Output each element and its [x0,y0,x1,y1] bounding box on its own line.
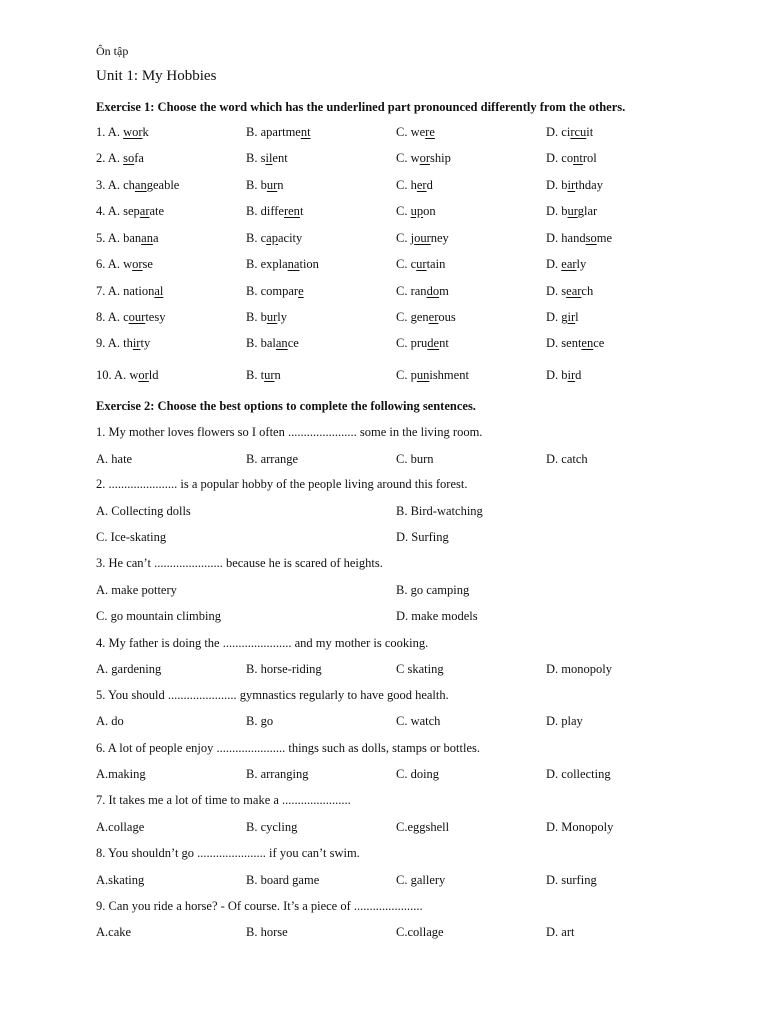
ex1-option-word: work [123,125,149,139]
ex1-option-word: search [561,284,594,298]
ex1-option-word: burn [260,178,284,192]
exercise1-heading: Exercise 1: Choose the word which has the underlined part pronounced differently from the others. [96,100,626,114]
ex2-option[interactable]: B. go camping [396,583,470,597]
ex1-option-word: handsome [561,231,612,245]
ex1-option-word: worse [123,257,153,271]
ex1-option-word: herd [410,178,433,192]
ex2-question: 3. He can’t ...................... because he is scared of heights. [96,556,383,570]
ex2-question: 1. My mother loves flowers so I often ...................... some in the living room. [96,425,483,439]
ex1-item-number: 3. A. [96,178,124,192]
ex2-option[interactable]: D. monopoly [546,662,612,676]
ex2-option[interactable]: A.cake [96,925,132,939]
ex1-item [96,310,716,328]
ex2-question: 5. You should ...................... gymnastics regularly to have good health. [96,688,449,702]
ex2-option[interactable]: D. make models [396,609,478,623]
ex1-option-word: worship [410,151,451,165]
ex1-option: B. burly [246,310,287,324]
ex1-item-number: 10. A. [96,368,130,382]
ex2-answer-row [96,530,716,548]
ex1-option: B. capacity [246,231,303,245]
ex2-option[interactable]: A. do [96,714,124,728]
ex2-question: 6. A lot of people enjoy ...................... things such as dolls, stamps or bottles. [96,741,481,755]
ex1-option-word: explanation [260,257,319,271]
ex2-answer-row [96,767,716,785]
ex2-option[interactable]: B. cycling [246,820,298,834]
ex1-option: D. control [546,151,597,165]
ex1-option [96,125,149,140]
ex1-option-word: curtain [410,257,446,271]
ex1-option-word: prudent [410,336,449,350]
ex2-option[interactable]: B. horse-riding [246,662,322,676]
ex2-option[interactable]: C. doing [396,767,440,781]
ex1-option: D. birthday [546,178,603,192]
ex1-option-word: sofa [123,151,144,165]
ex1-item-number: 8. A. [96,310,124,324]
ex1-option: B. compare [246,284,304,298]
ex2-option[interactable]: B. arranging [246,767,309,781]
ex1-option [96,178,179,193]
ex1-item [96,231,716,249]
ex2-option[interactable]: C skating [396,662,444,676]
ex1-option [96,368,159,383]
ex2-answer-row [96,504,716,522]
ex1-option: B. balance [246,336,299,350]
ex1-option: D. burglar [546,204,598,218]
ex1-option: B. silent [246,151,288,165]
ex2-answer-row [96,925,716,943]
ex2-option[interactable]: A. Collecting dolls [96,504,191,518]
ex1-item [96,257,716,275]
ex1-item-number: 6. A. [96,257,124,271]
ex1-option-word: balance [260,336,299,350]
ex1-option: C. journey [396,231,449,245]
ex1-option [96,310,165,325]
ex1-item-number: 2. A. [96,151,124,165]
ex1-option-word: circuit [561,125,594,139]
ex1-option: B. explanation [246,257,319,271]
ex1-item [96,336,716,354]
ex2-option[interactable]: A.making [96,767,146,781]
ex1-option-word: changeable [123,178,180,192]
ex1-option-word: were [410,125,435,139]
ex1-item-number: 5. A. [96,231,124,245]
ex2-answer-row [96,714,716,732]
ex2-option[interactable]: C.eggshell [396,820,450,834]
ex1-option: D. handsome [546,231,612,245]
ex1-option-word: banana [123,231,159,245]
ex1-option: C. were [396,125,435,139]
ex1-option: C. generous [396,310,456,324]
ex1-option: D. bird [546,368,582,382]
ex1-option-word: compare [260,284,304,298]
ex2-answer-row [96,452,716,470]
ex2-option[interactable]: A.skating [96,873,145,887]
ex2-option[interactable]: C. go mountain climbing [96,609,221,623]
ex1-option: C. prudent [396,336,449,350]
ex2-option[interactable]: C. gallery [396,873,446,887]
ex2-option[interactable]: C. Ice-skating [96,530,167,544]
ex1-option-word: random [410,284,449,298]
ex2-option[interactable]: B. go [246,714,274,728]
ex2-option[interactable]: D. play [546,714,583,728]
ex2-answer-row [96,873,716,891]
ex1-option: C. curtain [396,257,446,271]
ex1-option: D. circuit [546,125,594,139]
ex1-option: D. girl [546,310,579,324]
ex1-option-word: world [129,368,159,382]
ex2-option[interactable]: C. burn [396,452,434,466]
ex1-item [96,368,716,386]
ex2-question: 4. My father is doing the ...................... and my mother is cooking. [96,636,429,650]
ex2-option[interactable]: B. horse [246,925,288,939]
ex1-option-word: national [123,284,164,298]
ex1-option-word: sentence [561,336,605,350]
ex1-item-number: 1. A. [96,125,124,139]
ex1-option [96,336,150,351]
ex2-option[interactable]: D. Monopoly [546,820,614,834]
ex2-question: 9. Can you ride a horse? - Of course. It’s a piece of ...................... [96,899,423,913]
ex1-option: B. turn [246,368,281,382]
ex2-option[interactable]: D. Surfing [396,530,449,544]
ex1-option-word: birthday [561,178,603,192]
ex1-option: B. burn [246,178,284,192]
ex2-answer-row [96,820,716,838]
ex1-option-word: upon [410,204,436,218]
ex2-option[interactable]: B. arrange [246,452,299,466]
ex2-question: 7. It takes me a lot of time to make a ...................... [96,793,351,807]
ex2-option[interactable]: D. surfing [546,873,597,887]
ex1-item-number: 7. A. [96,284,124,298]
ex1-item-number: 4. A. [96,204,124,218]
top-label: Ôn tập [96,44,129,58]
ex1-option-word: bird [561,368,582,382]
ex2-option[interactable]: B. Bird-watching [396,504,483,518]
ex1-item [96,125,716,143]
ex1-option [96,204,164,219]
ex1-option-word: silent [260,151,288,165]
ex1-option-word: early [561,257,587,271]
ex1-option-word: journey [410,231,449,245]
ex1-option-word: burglar [561,204,598,218]
ex1-option-word: control [561,151,597,165]
ex1-option [96,151,144,166]
ex1-option-word: generous [410,310,456,324]
ex2-option[interactable]: A. hate [96,452,133,466]
ex2-option[interactable]: A. gardening [96,662,162,676]
ex2-option[interactable]: B. board game [246,873,320,887]
ex1-option [96,284,163,299]
ex1-option: C. upon [396,204,436,218]
ex1-item [96,284,716,302]
ex1-option: D. sentence [546,336,605,350]
ex1-option-word: capacity [260,231,303,245]
ex1-item [96,204,716,222]
ex1-option: D. early [546,257,587,271]
ex1-option-word: burly [260,310,287,324]
ex1-option [96,257,153,272]
ex1-option: D. search [546,284,594,298]
ex2-option[interactable]: C.collage [396,925,444,939]
unit-title: Unit 1: My Hobbies [96,68,217,84]
ex1-option-word: thirty [123,336,151,350]
ex1-option-word: turn [260,368,281,382]
ex2-answer-row [96,662,716,680]
ex1-option: B. apartment [246,125,311,139]
ex1-option: C. herd [396,178,433,192]
ex2-option[interactable]: D. catch [546,452,588,466]
ex1-option: C. punishment [396,368,469,382]
ex2-question: 8. You shouldn’t go ...................... if you can’t swim. [96,846,360,860]
ex1-item [96,178,716,196]
ex2-option[interactable]: A.collage [96,820,145,834]
ex1-option: C. random [396,284,449,298]
ex1-option [96,231,159,246]
ex2-option[interactable]: A. make pottery [96,583,177,597]
exercise2-heading: Exercise 2: Choose the best options to complete the following sentences. [96,399,476,413]
ex1-option-word: girl [561,310,579,324]
ex2-option[interactable]: D. collecting [546,767,611,781]
ex1-option-word: separate [123,204,165,218]
ex1-item-number: 9. A. [96,336,124,350]
ex1-option-word: different [260,204,304,218]
ex1-option: C. worship [396,151,451,165]
ex2-question: 2. ...................... is a popular hobby of the people living around this forest. [96,477,468,491]
ex1-option-word: punishment [410,368,469,382]
ex2-option[interactable]: C. watch [396,714,441,728]
ex2-answer-row [96,583,716,601]
ex2-answer-row [96,609,716,627]
ex1-option: B. different [246,204,304,218]
ex1-item [96,151,716,169]
ex1-option-word: apartment [260,125,311,139]
ex2-option[interactable]: D. art [546,925,575,939]
ex1-option-word: courtesy [123,310,166,324]
